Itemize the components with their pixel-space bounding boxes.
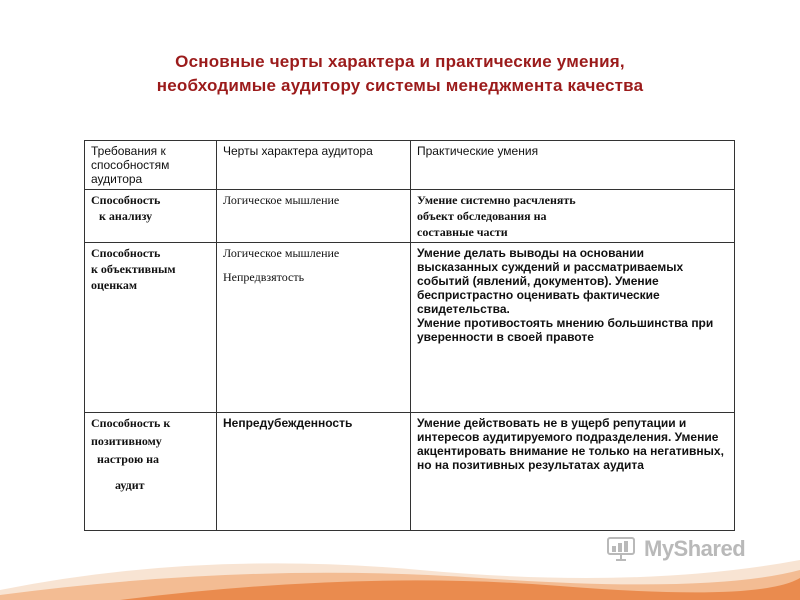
watermark-text: MyShared — [644, 536, 746, 561]
requirement-text: оценкам — [91, 278, 138, 292]
logo-icon — [606, 534, 640, 564]
requirement-text: к анализу — [99, 209, 153, 223]
requirement-text: к объективным — [91, 262, 176, 276]
skill-text: Умение противостоять мнению большинства при уверенности в своей правоте — [417, 316, 714, 344]
skill-text: Умение системно расчленять — [417, 193, 576, 207]
myshared-logo — [606, 534, 745, 564]
skill-text: объект обследования на — [417, 209, 547, 223]
requirement-text: Способность — [91, 193, 161, 207]
requirement-text: позитивному — [91, 434, 162, 448]
title-line-1: Основные черты характера и практические умения, — [175, 52, 625, 71]
table-row — [85, 413, 735, 531]
requirement-text: Способность — [91, 246, 161, 260]
traits-cell — [217, 413, 411, 531]
header-skills: Практические умения — [411, 141, 735, 190]
header-traits: Черты характера аудитора — [217, 141, 411, 190]
skill-text: Умение делать выводы на основании высказанных суждений и рассматриваемых событий (явлений, документов). Умение беспристрастно оценивать фактические свидетельства. — [417, 246, 684, 316]
trait-text: Логическое мышление — [223, 193, 340, 207]
requirements-table — [84, 140, 735, 531]
title-line-2: необходимые аудитору системы менеджмента качества — [156, 76, 644, 95]
skills-cell — [411, 413, 735, 531]
traits-cell — [217, 190, 411, 243]
header-requirements: Требования к способностям аудитора — [85, 141, 217, 190]
skill-text: Умение действовать не в ущерб репутации и интересов аудитируемого подразделения. Умение акцентировать внимание не только на негативных, но на позитивных результатах аудита — [417, 416, 724, 472]
table-row — [85, 243, 735, 413]
skill-text: составные части — [417, 225, 508, 239]
table-row — [85, 190, 735, 243]
requirement-text: Способность к — [91, 416, 171, 430]
skills-cell — [411, 190, 735, 243]
requirement-cell — [85, 243, 217, 413]
requirement-text: настрою на — [97, 452, 160, 466]
trait-text: Логическое мышление — [223, 246, 340, 260]
skills-cell — [411, 243, 735, 413]
table-header-row — [85, 141, 735, 190]
slide-title — [60, 50, 740, 98]
requirement-cell — [85, 413, 217, 531]
trait-text: Непредубежденность — [223, 416, 353, 430]
traits-cell — [217, 243, 411, 413]
requirement-cell — [85, 190, 217, 243]
requirement-text: аудит — [115, 478, 145, 492]
trait-text: Непредвзятость — [223, 270, 305, 284]
